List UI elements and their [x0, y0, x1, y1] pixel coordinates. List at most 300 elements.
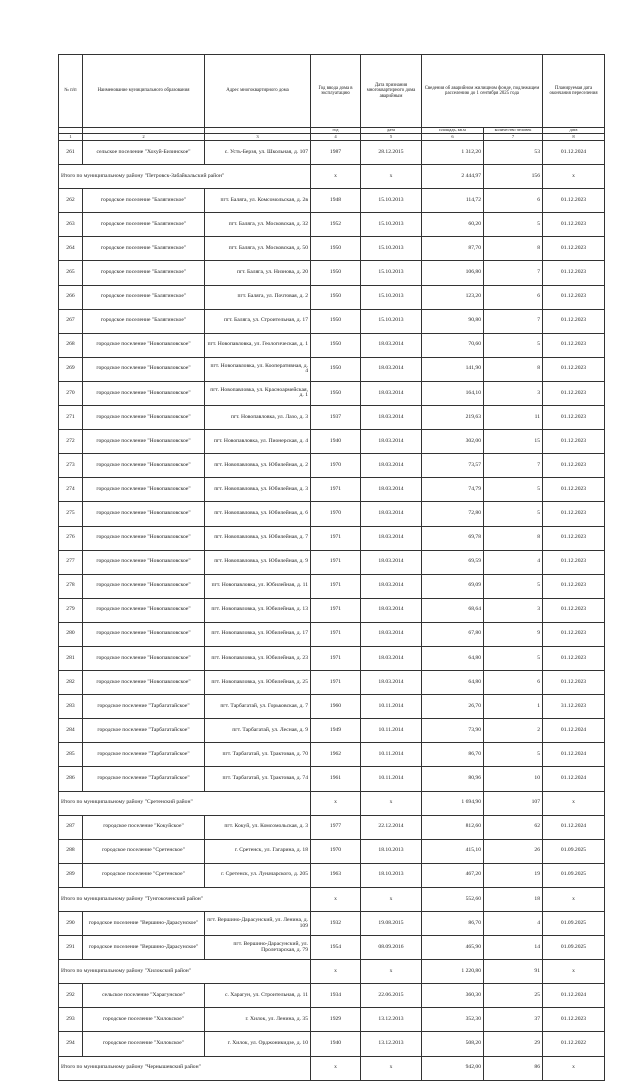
municipality-cell: городское поселение "Кокуйское" — [83, 815, 205, 839]
col-num-7: 7 — [484, 134, 543, 141]
emergency-date-cell: 10.11.2014 — [361, 695, 422, 719]
area-cell: 68,64 — [422, 598, 484, 622]
table-row — [59, 454, 605, 478]
end-date-cell: 01.09.2025 — [543, 936, 605, 960]
year-cell: 1987 — [311, 141, 361, 165]
municipality-cell: городское поселение "Новопавловское" — [83, 671, 205, 695]
table-row — [59, 839, 605, 863]
year-cell: 1971 — [311, 598, 361, 622]
area-cell: 72,80 — [422, 502, 484, 526]
end-date-cell: x — [543, 165, 605, 189]
row-number: 274 — [59, 478, 83, 502]
municipality-cell: сельское поселение "Хохуй-Бизинское" — [83, 141, 205, 165]
table-row — [59, 984, 605, 1008]
people-cell: 5 — [484, 502, 543, 526]
people-cell: 3 — [484, 381, 543, 405]
address-cell: г. Хилок, ул. Ленина, д. 35 — [205, 1008, 311, 1032]
people-cell: 7 — [484, 309, 543, 333]
municipality-cell: городское поселение "Балягинское" — [83, 237, 205, 261]
municipality-cell: городское поселение "Сретенское" — [83, 863, 205, 887]
total-label: Итого по муниципальному району "Сретенский район" — [59, 791, 311, 815]
row-number: 264 — [59, 237, 83, 261]
year-cell: 1937 — [311, 406, 361, 430]
col-num-3: 3 — [205, 134, 311, 141]
area-cell: 2 444,97 — [422, 165, 484, 189]
year-cell: 1950 — [311, 285, 361, 309]
table-row — [59, 671, 605, 695]
year-cell: 1954 — [311, 936, 361, 960]
address-cell: пгт. Новопавловка, ул. Юбилейная, д. 6 — [205, 502, 311, 526]
end-date-cell: 01.12.2023 — [543, 309, 605, 333]
header-fund-info: Сведения об аварийном жилищном фонде, подлежащем расселению до 1 сентября 2025 года — [422, 55, 543, 128]
table-row — [59, 815, 605, 839]
area-cell: 465,90 — [422, 936, 484, 960]
table-row — [59, 912, 605, 936]
address-cell: пгт. Новопавловка, ул. Красноармейская, д. 1 — [205, 381, 311, 405]
area-cell: 141,90 — [422, 357, 484, 381]
emergency-date-cell: 13.12.2013 — [361, 1008, 422, 1032]
table-row — [59, 213, 605, 237]
area-cell: 219,63 — [422, 406, 484, 430]
address-cell: пгт. Тарбагатай, ул. Трактовая, д. 74 — [205, 767, 311, 791]
year-cell: 1971 — [311, 550, 361, 574]
emergency-date-cell: 18.03.2014 — [361, 550, 422, 574]
end-date-cell: 01.09.2025 — [543, 863, 605, 887]
people-cell: 3 — [484, 598, 543, 622]
people-cell: 4 — [484, 912, 543, 936]
emergency-date-cell: 18.03.2014 — [361, 478, 422, 502]
emergency-date-cell: x — [361, 1056, 422, 1080]
year-cell: x — [311, 960, 361, 984]
year-cell: 1963 — [311, 863, 361, 887]
people-cell: 62 — [484, 815, 543, 839]
municipality-cell: городское поселение "Вершино-Дарасунское" — [83, 936, 205, 960]
end-date-cell: 01.12.2024 — [543, 141, 605, 165]
area-cell: 69,59 — [422, 550, 484, 574]
end-date-cell: 01.12.2023 — [543, 550, 605, 574]
people-cell: 53 — [484, 141, 543, 165]
row-number: 287 — [59, 815, 83, 839]
end-date-cell: x — [543, 960, 605, 984]
municipality-cell: городское поселение "Балягинское" — [83, 189, 205, 213]
table-row — [59, 574, 605, 598]
end-date-cell: 01.12.2023 — [543, 237, 605, 261]
emergency-date-cell: 18.03.2014 — [361, 357, 422, 381]
year-cell: 1971 — [311, 526, 361, 550]
end-date-cell: 01.12.2023 — [543, 478, 605, 502]
address-cell: пгт. Новопавловка, ул. Юбилейная, д. 23 — [205, 646, 311, 670]
year-cell: 1950 — [311, 237, 361, 261]
row-number: 277 — [59, 550, 83, 574]
emergency-date-cell: 18.03.2014 — [361, 333, 422, 357]
people-cell: 18 — [484, 887, 543, 911]
emergency-date-cell: 15.10.2013 — [361, 309, 422, 333]
area-cell: 123,20 — [422, 285, 484, 309]
end-date-cell: 01.12.2023 — [543, 454, 605, 478]
total-row — [59, 165, 605, 189]
year-cell: 1970 — [311, 502, 361, 526]
people-cell: 37 — [484, 1008, 543, 1032]
address-cell: пгт. Балягa, ул. Почтовая, д. 2 — [205, 285, 311, 309]
table-row — [59, 1032, 605, 1056]
address-cell: пгт. Новопавловка, ул. Юбилейная, д. 11 — [205, 574, 311, 598]
area-cell: 70,60 — [422, 333, 484, 357]
header-end-date: Планируемая дата окончания переселения — [543, 55, 605, 128]
year-cell: 1971 — [311, 646, 361, 670]
row-number: 282 — [59, 671, 83, 695]
municipality-cell: городское поселение "Тарбагатайское" — [83, 695, 205, 719]
table-row — [59, 743, 605, 767]
emergency-date-cell: 15.10.2013 — [361, 237, 422, 261]
municipality-cell: городское поселение "Балягинское" — [83, 309, 205, 333]
area-cell: 64,80 — [422, 646, 484, 670]
row-number: 284 — [59, 719, 83, 743]
emergency-date-cell: x — [361, 165, 422, 189]
row-number: 294 — [59, 1032, 83, 1056]
municipality-cell: городское поселение "Новопавловское" — [83, 502, 205, 526]
area-cell: 60,20 — [422, 213, 484, 237]
emergency-date-cell: 10.11.2014 — [361, 719, 422, 743]
year-cell: 1971 — [311, 478, 361, 502]
area-cell: 114,72 — [422, 189, 484, 213]
emergency-date-cell: x — [361, 887, 422, 911]
municipality-cell: городское поселение "Балягинское" — [83, 261, 205, 285]
address-cell: пгт. Новопавловка, ул. Юбилейная, д. 9 — [205, 550, 311, 574]
table-row — [59, 719, 605, 743]
area-cell: 26,70 — [422, 695, 484, 719]
municipality-cell: городское поселение "Новопавловское" — [83, 454, 205, 478]
end-date-cell: 01.12.2024 — [543, 719, 605, 743]
people-cell: 25 — [484, 984, 543, 1008]
row-number: 263 — [59, 213, 83, 237]
address-cell: пгт. Новопавловка, ул. Юбилейная, д. 7 — [205, 526, 311, 550]
table-row — [59, 622, 605, 646]
municipality-cell: городское поселение "Новопавловское" — [83, 430, 205, 454]
end-date-cell: 01.12.2023 — [543, 333, 605, 357]
total-row — [59, 791, 605, 815]
people-cell: 5 — [484, 213, 543, 237]
emergency-date-cell: 22.06.2015 — [361, 984, 422, 1008]
table-row — [59, 237, 605, 261]
emergency-date-cell: 18.03.2014 — [361, 646, 422, 670]
row-number: 292 — [59, 984, 83, 1008]
address-cell: пгт. Балягa, ул. Строительная, д. 17 — [205, 309, 311, 333]
people-cell: 26 — [484, 839, 543, 863]
table-body — [59, 141, 605, 1081]
emergency-date-cell: 18.03.2014 — [361, 502, 422, 526]
emergency-date-cell: x — [361, 960, 422, 984]
area-cell: 86,70 — [422, 743, 484, 767]
year-cell: 1934 — [311, 984, 361, 1008]
table-row — [59, 261, 605, 285]
end-date-cell: 01.12.2023 — [543, 598, 605, 622]
table-row — [59, 478, 605, 502]
people-cell: 5 — [484, 478, 543, 502]
emergency-date-cell: 10.11.2014 — [361, 743, 422, 767]
subheader-date: дата — [361, 128, 422, 134]
area-cell: 67,80 — [422, 622, 484, 646]
municipality-cell: городское поселение "Новопавловское" — [83, 406, 205, 430]
area-cell: 352,30 — [422, 1008, 484, 1032]
emergency-date-cell: x — [361, 791, 422, 815]
row-number: 272 — [59, 430, 83, 454]
table-row — [59, 526, 605, 550]
row-number: 279 — [59, 598, 83, 622]
municipality-cell: городское поселение "Тарбагатайское" — [83, 767, 205, 791]
area-cell: 86,70 — [422, 912, 484, 936]
area-cell: 467,20 — [422, 863, 484, 887]
emergency-date-cell: 18.03.2014 — [361, 406, 422, 430]
people-cell: 1 — [484, 695, 543, 719]
emergency-date-cell: 18.03.2014 — [361, 598, 422, 622]
table-row — [59, 695, 605, 719]
header-emergency-date: Дата признания многоквартирного дома аварийным — [361, 55, 422, 128]
year-cell: 1962 — [311, 743, 361, 767]
emergency-date-cell: 08.09.2016 — [361, 936, 422, 960]
emergency-date-cell: 15.10.2013 — [361, 213, 422, 237]
table-row — [59, 430, 605, 454]
address-cell: пгт. Новопавловка, ул. Юбилейная, д. 13 — [205, 598, 311, 622]
area-cell: 73,57 — [422, 454, 484, 478]
municipality-cell: городское поселение "Тарбагатайское" — [83, 719, 205, 743]
people-cell: 7 — [484, 261, 543, 285]
year-cell: 1940 — [311, 430, 361, 454]
emergency-date-cell: 19.08.2015 — [361, 912, 422, 936]
end-date-cell: 01.12.2023 — [543, 574, 605, 598]
emergency-date-cell: 18.03.2014 — [361, 430, 422, 454]
row-number: 285 — [59, 743, 83, 767]
end-date-cell: 01.12.2022 — [543, 1032, 605, 1056]
area-cell: 415,10 — [422, 839, 484, 863]
total-label: Итого по муниципальному району "Тунгокоченский район" — [59, 887, 311, 911]
year-cell: 1971 — [311, 671, 361, 695]
address-cell: с. Усть-Берзя, ул. Школьная, д. 107 — [205, 141, 311, 165]
people-cell: 8 — [484, 237, 543, 261]
emergency-date-cell: 18.03.2014 — [361, 454, 422, 478]
subheader-people: количество человек — [484, 128, 543, 134]
end-date-cell: 01.12.2024 — [543, 743, 605, 767]
municipality-cell: городское поселение "Сретенское" — [83, 839, 205, 863]
row-number: 288 — [59, 839, 83, 863]
header-year: Год ввода дома в эксплуатацию — [311, 55, 361, 128]
area-cell: 812,60 — [422, 815, 484, 839]
people-cell: 5 — [484, 333, 543, 357]
address-cell: пгт. Балягa, ул. Московская, д. 32 — [205, 213, 311, 237]
table-row — [59, 189, 605, 213]
municipality-cell: городское поселение "Новопавловское" — [83, 646, 205, 670]
area-cell: 73,90 — [422, 719, 484, 743]
year-cell: 1971 — [311, 574, 361, 598]
end-date-cell: 01.09.2025 — [543, 912, 605, 936]
end-date-cell: x — [543, 791, 605, 815]
emergency-date-cell: 15.10.2013 — [361, 261, 422, 285]
people-cell: 9 — [484, 622, 543, 646]
row-number: 270 — [59, 381, 83, 405]
end-date-cell: 01.12.2023 — [543, 406, 605, 430]
address-cell: пгт. Новопавловка, ул. Пионерская, д. 4 — [205, 430, 311, 454]
address-cell: г. Хилок, ул. Орджоникидзе, д. 10 — [205, 1032, 311, 1056]
emergency-date-cell: 18.10.2013 — [361, 839, 422, 863]
area-cell: 508,20 — [422, 1032, 484, 1056]
end-date-cell: 01.12.2023 — [543, 430, 605, 454]
year-cell: x — [311, 165, 361, 189]
year-cell: x — [311, 791, 361, 815]
end-date-cell: 01.12.2023 — [543, 261, 605, 285]
address-cell: пгт. Новопавловка, ул. Юбилейная, д. 3 — [205, 478, 311, 502]
row-number: 266 — [59, 285, 83, 309]
row-number: 273 — [59, 454, 83, 478]
emergency-date-cell: 22.12.2014 — [361, 815, 422, 839]
year-cell: 1932 — [311, 912, 361, 936]
people-cell: 8 — [484, 357, 543, 381]
row-number: 291 — [59, 936, 83, 960]
municipality-cell: городское поселение "Балягинское" — [83, 285, 205, 309]
table-row — [59, 598, 605, 622]
end-date-cell: 01.12.2023 — [543, 671, 605, 695]
people-cell: 11 — [484, 406, 543, 430]
municipality-cell: городское поселение "Тарбагатайское" — [83, 743, 205, 767]
end-date-cell: 01.12.2023 — [543, 381, 605, 405]
year-cell: 1977 — [311, 815, 361, 839]
area-cell: 106,80 — [422, 261, 484, 285]
address-cell: пгт. Новопавловка, ул. Лазо, д. 3 — [205, 406, 311, 430]
end-date-cell: 01.12.2024 — [543, 815, 605, 839]
emergency-date-cell: 18.03.2014 — [361, 526, 422, 550]
municipality-cell: городское поселение "Новопавловское" — [83, 622, 205, 646]
column-number-row — [59, 134, 605, 141]
row-number: 271 — [59, 406, 83, 430]
row-number: 286 — [59, 767, 83, 791]
end-date-cell: 01.09.2025 — [543, 839, 605, 863]
municipality-cell: городское поселение "Новопавловское" — [83, 598, 205, 622]
row-number: 289 — [59, 863, 83, 887]
area-cell: 1 220,80 — [422, 960, 484, 984]
people-cell: 8 — [484, 526, 543, 550]
people-cell: 19 — [484, 863, 543, 887]
table-row — [59, 309, 605, 333]
address-cell: пгт. Кокуй, ул. Комсомольская, д. 3 — [205, 815, 311, 839]
people-cell: 10 — [484, 767, 543, 791]
table-row — [59, 502, 605, 526]
end-date-cell: 01.12.2024 — [543, 767, 605, 791]
year-cell: 1940 — [311, 1032, 361, 1056]
year-cell: 1970 — [311, 839, 361, 863]
row-number: 265 — [59, 261, 83, 285]
people-cell: 14 — [484, 936, 543, 960]
year-cell: 1950 — [311, 333, 361, 357]
end-date-cell: 01.12.2023 — [543, 213, 605, 237]
end-date-cell: 01.12.2024 — [543, 984, 605, 1008]
address-cell: пгт. Вершино-Дарасунский, ул. Ленина, д. 109 — [205, 912, 311, 936]
total-label: Итого по муниципальному району "Хилокский район" — [59, 960, 311, 984]
total-row — [59, 1056, 605, 1080]
total-row — [59, 887, 605, 911]
area-cell: 1 694,90 — [422, 791, 484, 815]
year-cell: x — [311, 887, 361, 911]
row-number: 283 — [59, 695, 83, 719]
emergency-date-cell: 18.03.2014 — [361, 622, 422, 646]
people-cell: 91 — [484, 960, 543, 984]
end-date-cell: 01.12.2023 — [543, 285, 605, 309]
address-cell: г. Сретенск, ул. Луначарского, д. 205 — [205, 863, 311, 887]
municipality-cell: городское поселение "Новопавловское" — [83, 381, 205, 405]
people-cell: 7 — [484, 454, 543, 478]
header-address: Адрес многоквартирного дома — [205, 55, 311, 128]
people-cell: 156 — [484, 165, 543, 189]
total-label: Итого по муниципальному району "Чернышевский район" — [59, 1056, 311, 1080]
people-cell: 15 — [484, 430, 543, 454]
col-num-8: 8 — [543, 134, 605, 141]
col-num-4: 4 — [311, 134, 361, 141]
emergency-date-cell: 18.03.2014 — [361, 671, 422, 695]
row-number: 290 — [59, 912, 83, 936]
people-cell: 5 — [484, 743, 543, 767]
address-cell: пгт. Тарбагатай, ул. Горьковская, д. 7 — [205, 695, 311, 719]
header-municipality: Наименование муниципального образования — [83, 55, 205, 128]
table-row — [59, 646, 605, 670]
end-date-cell: x — [543, 887, 605, 911]
address-cell: пгт. Балягa, ул. Московская, д. 50 — [205, 237, 311, 261]
area-cell: 64,80 — [422, 671, 484, 695]
people-cell: 29 — [484, 1032, 543, 1056]
year-cell: 1971 — [311, 622, 361, 646]
area-cell: 69,78 — [422, 526, 484, 550]
people-cell: 5 — [484, 646, 543, 670]
table-row — [59, 285, 605, 309]
emergency-date-cell: 10.11.2014 — [361, 767, 422, 791]
municipality-cell: городское поселение "Вершино-Дарасунское" — [83, 912, 205, 936]
municipality-cell: городское поселение "Новопавловское" — [83, 550, 205, 574]
end-date-cell: 01.12.2023 — [543, 189, 605, 213]
subheader-area: площадь, кв.м — [422, 128, 484, 134]
people-cell: 86 — [484, 1056, 543, 1080]
address-cell: пгт. Новопавловка, ул. Юбилейная, д. 25 — [205, 671, 311, 695]
year-cell: x — [311, 1056, 361, 1080]
year-cell: 1948 — [311, 189, 361, 213]
emergency-date-cell: 18.10.2013 — [361, 863, 422, 887]
header-number: № п/п — [59, 55, 83, 128]
municipality-cell: сельское поселение "Харагунское" — [83, 984, 205, 1008]
row-number: 281 — [59, 646, 83, 670]
row-number: 280 — [59, 622, 83, 646]
area-cell: 90,80 — [422, 309, 484, 333]
col-num-1: 1 — [59, 134, 83, 141]
address-cell: г. Сретенск, ул. Гагарина, д. 18 — [205, 839, 311, 863]
subheader-end-date: дата — [543, 128, 605, 134]
row-number: 262 — [59, 189, 83, 213]
year-cell: 1960 — [311, 695, 361, 719]
end-date-cell: 01.12.2023 — [543, 646, 605, 670]
year-cell: 1950 — [311, 381, 361, 405]
address-cell: пгт. Новопавловка, ул. Кооперативная, д. 4 — [205, 357, 311, 381]
table-row — [59, 1008, 605, 1032]
area-cell: 87,70 — [422, 237, 484, 261]
people-cell: 6 — [484, 285, 543, 309]
row-number: 275 — [59, 502, 83, 526]
end-date-cell: 01.12.2023 — [543, 526, 605, 550]
address-cell: пгт. Балягa, ул. Комсомольская, д. 2в — [205, 189, 311, 213]
area-cell: 360,30 — [422, 984, 484, 1008]
row-number: 267 — [59, 309, 83, 333]
municipality-cell: городское поселение "Хилокское" — [83, 1032, 205, 1056]
table-row — [59, 767, 605, 791]
document-page — [58, 54, 604, 1081]
row-number: 261 — [59, 141, 83, 165]
end-date-cell: 01.12.2023 — [543, 622, 605, 646]
address-cell: пгт. Балягa, ул. Низнова, д. 20 — [205, 261, 311, 285]
municipality-cell: городское поселение "Новопавловское" — [83, 333, 205, 357]
address-cell: пгт. Тарбагатай, ул. Лесная, д. 9 — [205, 719, 311, 743]
